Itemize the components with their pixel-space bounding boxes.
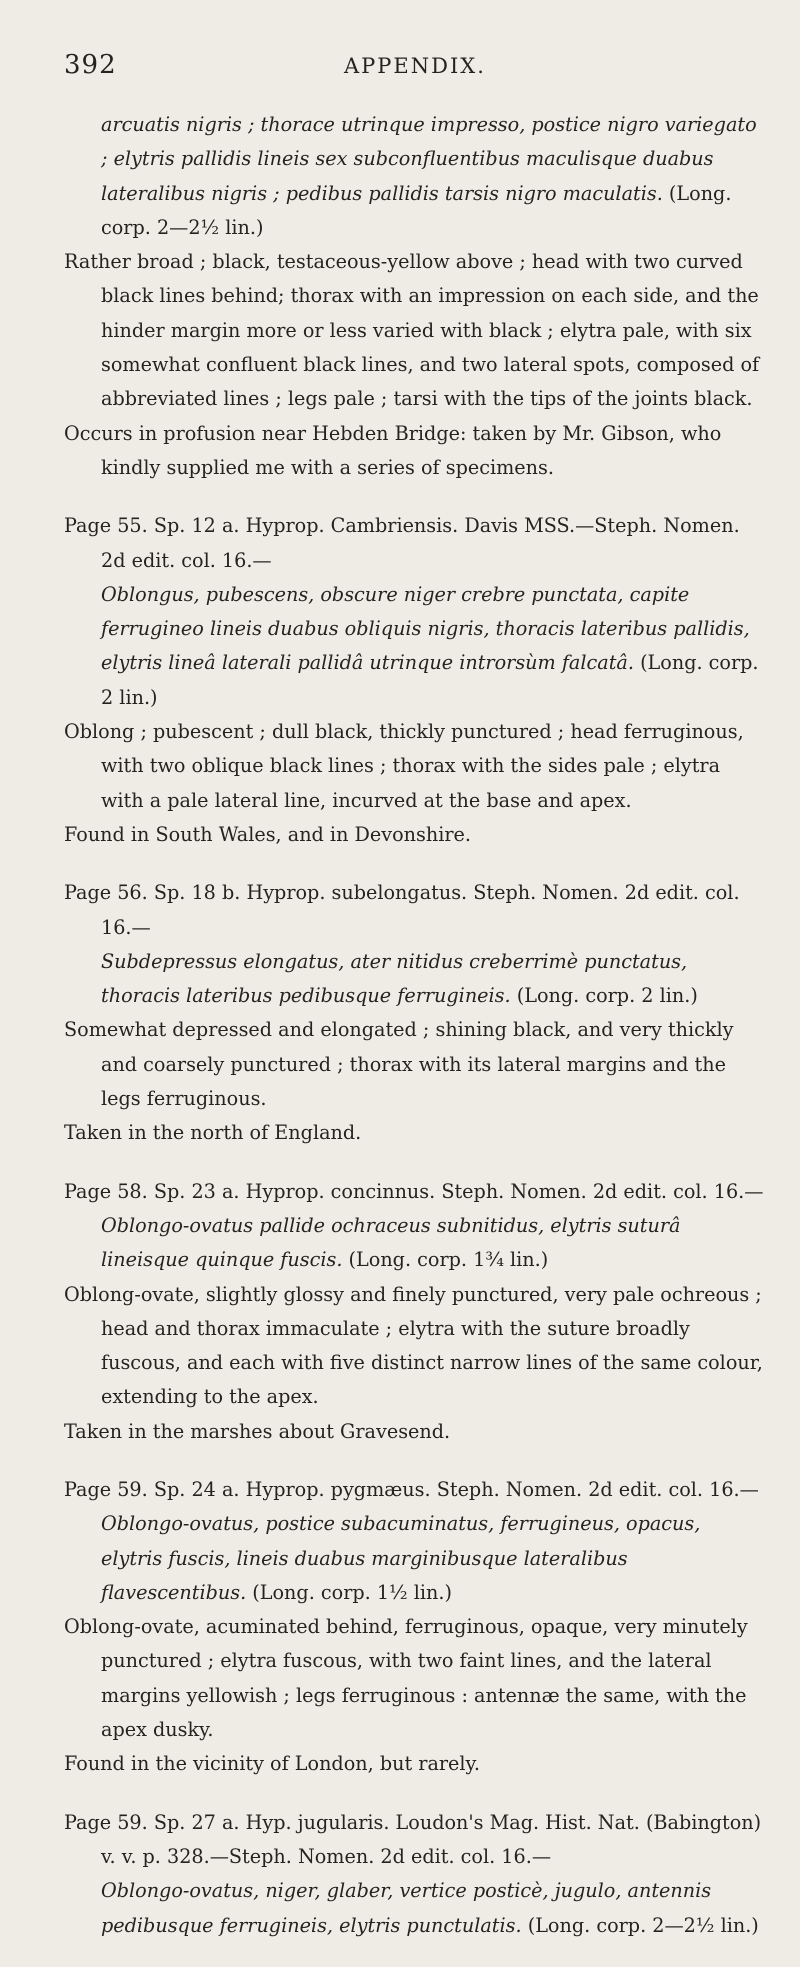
running-title: APPENDIX. <box>344 54 486 78</box>
species-entry <box>64 1806 764 1943</box>
latin-diagnosis <box>64 108 764 245</box>
species-entry <box>64 108 764 485</box>
measurement: (Long. corp. 1½ lin.) <box>252 1580 452 1604</box>
species-entry <box>64 876 764 1150</box>
latin-text: Oblongo-ovatus, postice subacuminatus, ferrugineus, opacus, elytris fuscis, lineis duabus marginibusque lateralibus flavescentibus. <box>101 1512 701 1604</box>
english-description: Oblong ; pubescent ; dull black, thickly punctured ; head ferruginous, with two oblique black lines ; thorax with the sides pale ; elytra with a pale lateral line, incurved at the base and apex. <box>64 720 744 812</box>
latin-text: arcuatis nigris ; thorace utrinque impresso, postice nigro variegato ; elytris pallidis lineis sex subconfluentibus maculisque duabus lateralibus nigris ; pedibus pallidis tarsis nigro maculatis. <box>101 113 757 205</box>
measurement: (Long. corp. 2 lin.) <box>516 984 698 1008</box>
entry-heading: Page 59. Sp. 24 a. Hyprop. pygmæus. Steph. Nomen. 2d edit. col. 16.— <box>64 1477 759 1501</box>
page-number: 392 <box>64 50 117 80</box>
english-description: Rather broad ; black, testaceous-yellow above ; head with two curved black lines behind; thorax with an impression on each side, and the hinder margin more or less varied with black ; elytra pale, with six somewhat confluent black lines, and two lateral spots, composed of abbreviated lines ; legs pale ; tarsi with the tips of the joints black. <box>64 250 760 411</box>
measurement: (Long. corp. 2—2½ lin.) <box>101 181 732 239</box>
english-description: Oblong-ovate, acuminated behind, ferruginous, opaque, very minutely punctured ; elytra fuscous, with two faint lines, and the lateral margins yellowish ; legs ferruginous : antennæ the same, with the apex dusky. <box>64 1615 748 1742</box>
entry-heading: Page 58. Sp. 23 a. Hyprop. concinnus. Steph. Nomen. 2d edit. col. 16.— <box>64 1179 764 1203</box>
english-description: Somewhat depressed and elongated ; shining black, and very thickly and coarsely punctured ; thorax with its lateral margins and the legs ferruginous. <box>64 1018 734 1111</box>
page-header <box>64 50 760 90</box>
page-body <box>64 108 764 1967</box>
locality-note: Taken in the marshes about Gravesend. <box>64 1419 451 1443</box>
latin-diagnosis <box>64 1874 764 1943</box>
entry-heading: Page 56. Sp. 18 b. Hyprop. subelongatus. Steph. Nomen. 2d edit. col. 16.— <box>64 881 740 939</box>
entry-heading: Page 55. Sp. 12 a. Hyprop. Cambriensis. Davis MSS.—Steph. Nomen. 2d edit. col. 16.— <box>64 514 740 572</box>
latin-text: Subdepressus elongatus, ater nitidus creberrimè punctatus, thoracis lateribus pedibusque ferrugineis. <box>101 949 688 1008</box>
species-entry <box>64 1473 764 1782</box>
species-entry <box>64 509 764 852</box>
latin-diagnosis <box>64 578 764 715</box>
latin-text: Oblongus, pubescens, obscure niger crebre punctata, capite ferrugineo lineis duabus obliquis nigris, thoracis lateribus pallidis, elytris lineâ laterali pallidâ utrinque introrsùm falcatâ. <box>101 582 750 675</box>
measurement: (Long. corp. 1¾ lin.) <box>348 1248 549 1272</box>
english-description: Oblong-ovate, slightly glossy and finely punctured, very pale ochreous ; head and thorax immaculate ; elytra with the suture broadly fuscous, and each with five distinct narrow lines of the same colour, extending to the apex. <box>64 1282 763 1409</box>
locality-note: Found in the vicinity of London, but rarely. <box>64 1752 480 1776</box>
latin-text: Oblongo-ovatus, niger, glaber, vertice posticè, jugulo, antennis pedibusque ferrugineis, elytris punctulatis. <box>101 1879 712 1937</box>
entry-heading: Page 59. Sp. 27 a. Hyp. jugularis. Loudon's Mag. Hist. Nat. (Babington) v. v. p. 328.—Steph. Nomen. 2d edit. col. 16.— <box>64 1810 762 1868</box>
latin-diagnosis <box>64 1209 764 1278</box>
latin-text: Oblongo-ovatus pallide ochraceus subnitidus, elytris suturâ lineisque quinque fuscis. <box>101 1213 681 1272</box>
measurement: (Long. corp. 2—2½ lin.) <box>527 1913 759 1937</box>
locality-note: Taken in the north of England. <box>64 1121 362 1145</box>
measurement: (Long. corp. 2 lin.) <box>101 651 759 709</box>
latin-diagnosis <box>64 945 764 1014</box>
species-entry <box>64 1175 764 1449</box>
locality-note: Occurs in profusion near Hebden Bridge: taken by Mr. Gibson, who kindly supplied me with a series of specimens. <box>64 421 722 479</box>
latin-diagnosis <box>64 1507 764 1610</box>
locality-note: Found in South Wales, and in Devonshire. <box>64 822 471 846</box>
